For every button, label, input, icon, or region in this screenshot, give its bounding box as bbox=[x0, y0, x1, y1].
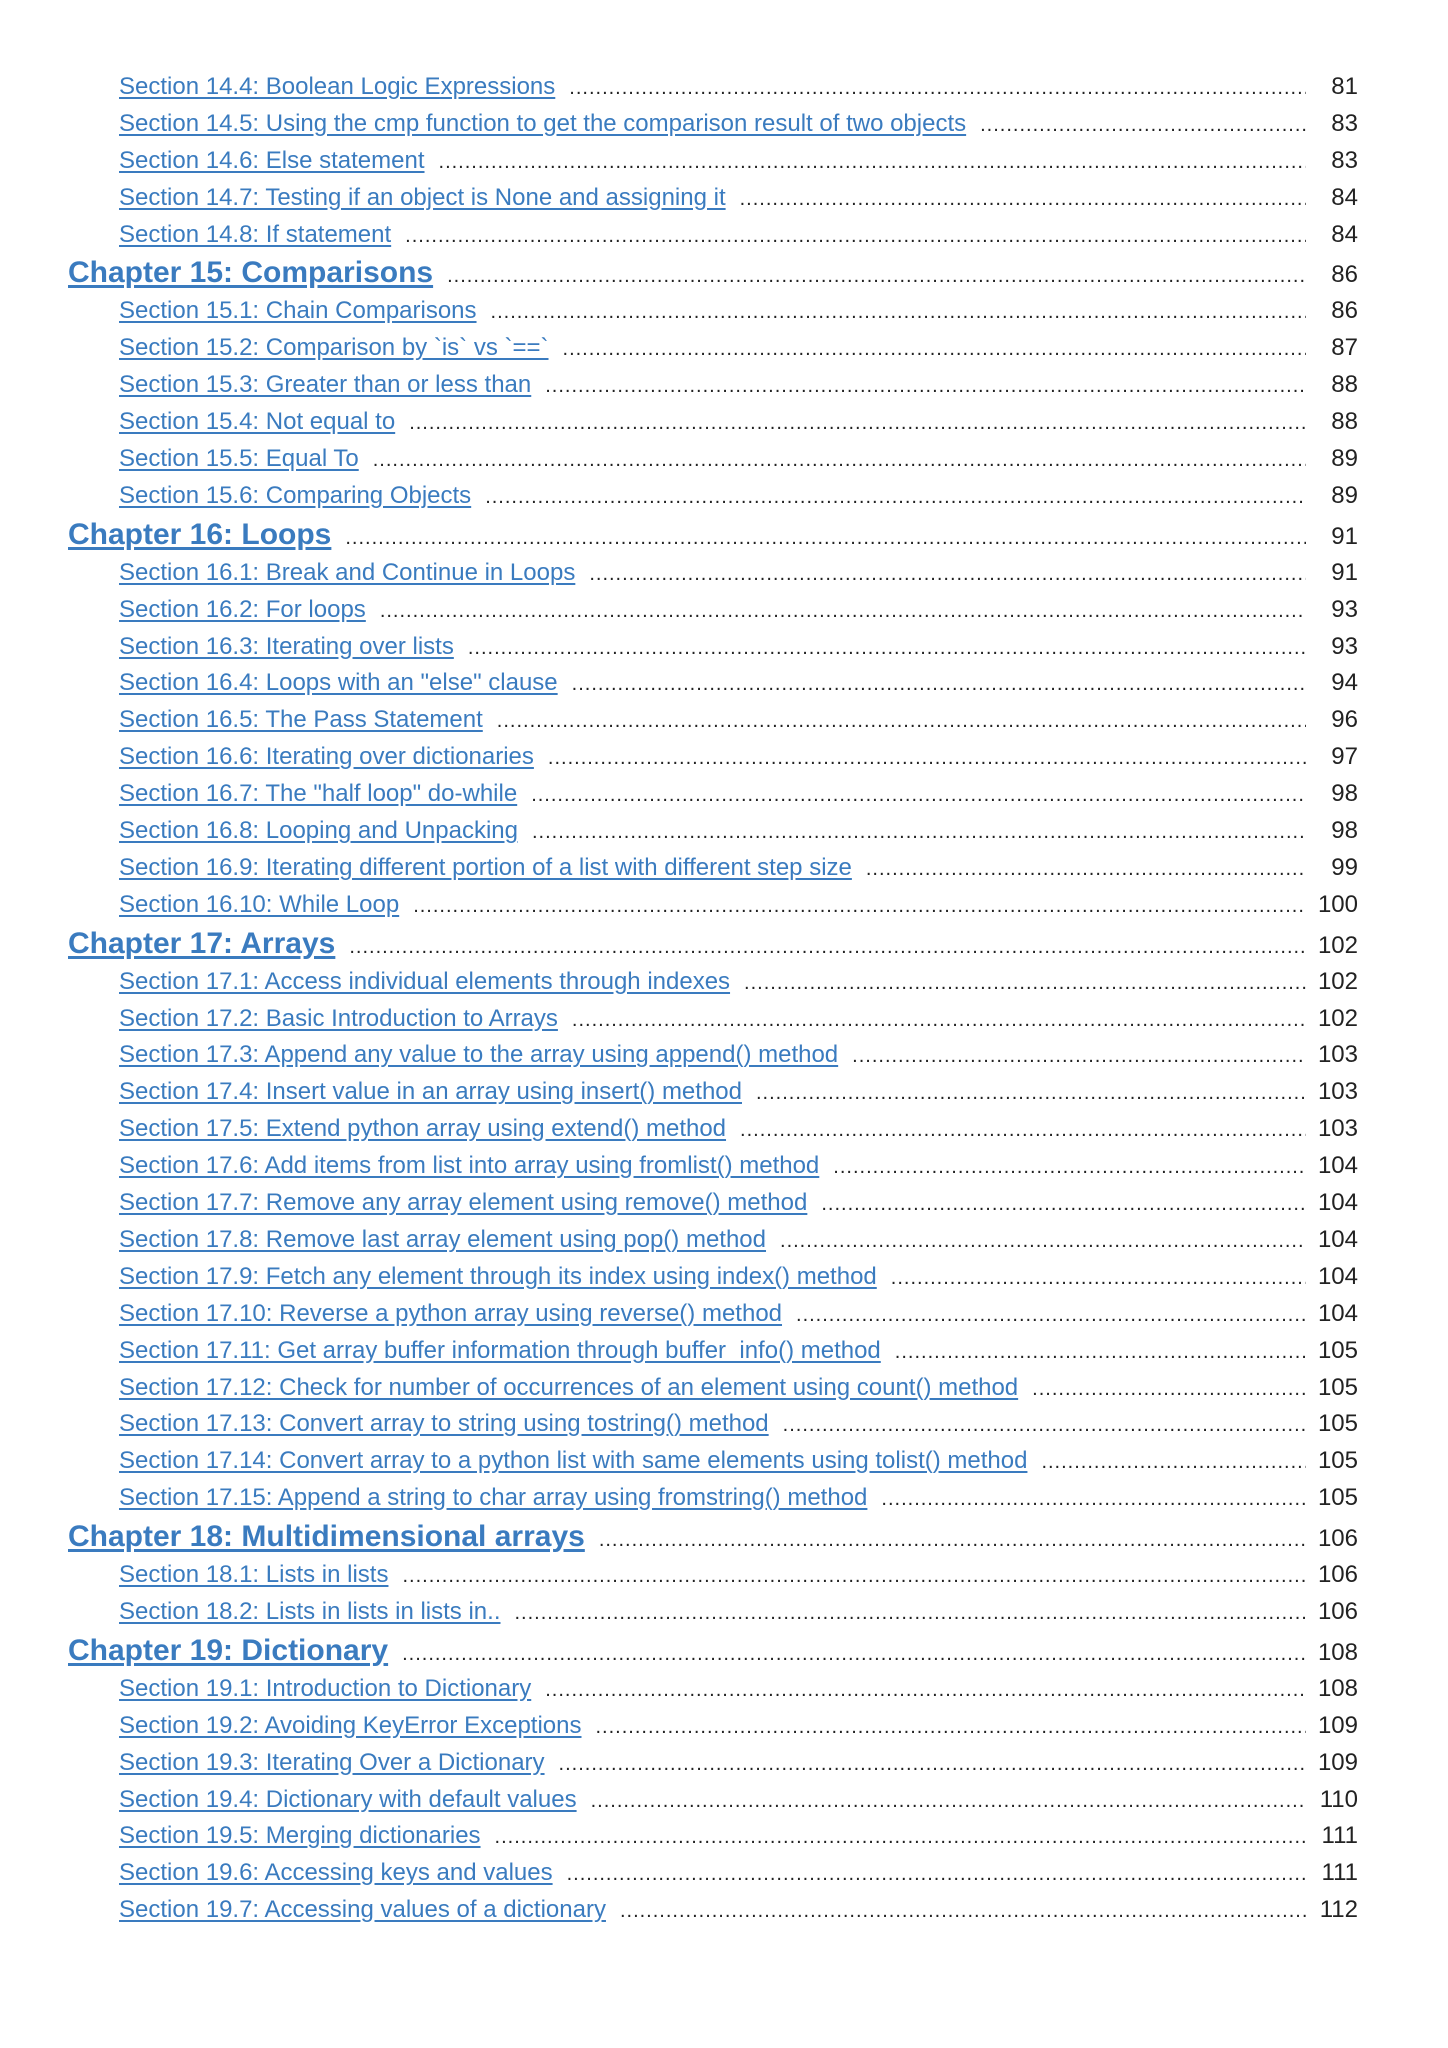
dot-leader bbox=[545, 368, 1306, 405]
dot-leader bbox=[373, 442, 1306, 479]
page-number: 100 bbox=[1317, 890, 1358, 918]
page-number: 103 bbox=[1317, 1078, 1358, 1106]
dot-leader bbox=[409, 405, 1306, 442]
dot-leader bbox=[532, 814, 1306, 851]
toc-section-entry[interactable] bbox=[68, 1892, 1358, 1929]
page-number: 109 bbox=[1317, 1711, 1358, 1739]
toc-section-entry[interactable] bbox=[68, 1745, 1358, 1782]
dot-leader bbox=[349, 927, 1306, 967]
page-number: 102 bbox=[1317, 931, 1358, 959]
section-title-link[interactable]: Section 17.10: Reverse a python array using reverse() method bbox=[119, 1299, 783, 1327]
section-title-link[interactable]: Section 17.2: Basic Introduction to Arrays bbox=[119, 1004, 558, 1032]
page-number: 102 bbox=[1317, 967, 1358, 995]
toc-section-entry[interactable] bbox=[68, 964, 1358, 1001]
page-number: 103 bbox=[1317, 1115, 1358, 1143]
page-number: 104 bbox=[1317, 1299, 1358, 1327]
toc-section-entry[interactable] bbox=[68, 1708, 1358, 1745]
section-title-link[interactable]: Section 17.14: Convert array to a python list with same elements using tolist() method bbox=[119, 1447, 1028, 1475]
page-number: 105 bbox=[1317, 1447, 1358, 1475]
page-number: 81 bbox=[1331, 73, 1358, 100]
section-title-link[interactable]: Section 17.5: Extend python array using extend() method bbox=[119, 1115, 727, 1143]
section-title-link[interactable]: Section 17.13: Convert array to string using tostring() method bbox=[119, 1410, 769, 1438]
page-number: 93 bbox=[1331, 595, 1358, 623]
dot-leader bbox=[1032, 1371, 1306, 1408]
page-number: 111 bbox=[1321, 1822, 1358, 1850]
dot-leader bbox=[572, 1002, 1306, 1039]
dot-leader bbox=[468, 630, 1306, 667]
toc-section-entry[interactable] bbox=[68, 69, 1358, 106]
table-of-contents bbox=[68, 69, 1358, 1929]
dot-leader bbox=[599, 1520, 1306, 1560]
section-title-link[interactable]: Section 16.2: For loops bbox=[119, 595, 366, 623]
dot-leader bbox=[572, 666, 1306, 703]
page-number: 83 bbox=[1331, 146, 1358, 174]
page-number: 102 bbox=[1317, 1004, 1358, 1032]
toc-section-entry[interactable] bbox=[68, 293, 1358, 330]
section-title-link[interactable]: Section 14.8: If statement bbox=[119, 220, 392, 248]
page-number: 112 bbox=[1319, 1896, 1358, 1924]
dot-leader bbox=[821, 1186, 1306, 1223]
section-title-link[interactable]: Section 19.2: Avoiding KeyError Exceptions bbox=[119, 1711, 582, 1739]
toc-section-entry[interactable] bbox=[68, 1480, 1358, 1517]
section-title-link[interactable]: Section 14.7: Testing if an object is None and assigning it bbox=[119, 183, 726, 211]
dot-leader bbox=[413, 888, 1306, 925]
dot-leader bbox=[402, 1558, 1306, 1595]
section-title-link[interactable]: Section 18.1: Lists in lists bbox=[119, 1561, 389, 1589]
dot-leader bbox=[980, 107, 1306, 144]
section-title-link[interactable]: Section 14.6: Else statement bbox=[119, 146, 425, 174]
toc-section-entry[interactable] bbox=[68, 1333, 1358, 1370]
section-title-link[interactable]: Section 16.10: While Loop bbox=[119, 890, 400, 918]
dot-leader bbox=[567, 1856, 1306, 1893]
dot-leader bbox=[895, 1334, 1306, 1371]
page-number: 105 bbox=[1317, 1484, 1358, 1512]
page-number: 104 bbox=[1317, 1152, 1358, 1180]
dot-leader bbox=[740, 181, 1306, 218]
toc-section-entry[interactable] bbox=[68, 1406, 1358, 1443]
dot-leader bbox=[569, 70, 1306, 107]
toc-section-entry[interactable] bbox=[68, 1557, 1358, 1594]
dot-leader bbox=[495, 1819, 1306, 1856]
page-number: 83 bbox=[1331, 109, 1358, 137]
section-title-link[interactable]: Section 19.5: Merging dictionaries bbox=[119, 1822, 481, 1850]
dot-leader bbox=[402, 1634, 1306, 1674]
page-number: 111 bbox=[1321, 1859, 1358, 1887]
toc-section-entry[interactable] bbox=[68, 1185, 1358, 1222]
page-number: 93 bbox=[1331, 632, 1358, 660]
dot-leader bbox=[756, 1075, 1306, 1112]
toc-section-entry[interactable] bbox=[68, 1074, 1358, 1111]
dot-leader bbox=[796, 1297, 1306, 1334]
toc-section-entry[interactable] bbox=[68, 850, 1358, 887]
dot-leader bbox=[345, 518, 1306, 558]
section-title-link[interactable]: Section 16.4: Loops with an "else" clause bbox=[119, 669, 558, 697]
section-title-link[interactable]: Section 17.3: Append any value to the array using append() method bbox=[119, 1041, 839, 1069]
page-number: 105 bbox=[1317, 1373, 1358, 1401]
toc-section-entry[interactable] bbox=[68, 555, 1358, 592]
toc-chapter-entry[interactable] bbox=[68, 253, 1358, 293]
page-number: 108 bbox=[1317, 1638, 1358, 1666]
dot-leader bbox=[497, 703, 1306, 740]
section-title-link[interactable]: Section 17.1: Access individual elements through indexes bbox=[119, 967, 731, 995]
section-title-link[interactable]: Section 16.5: The Pass Statement bbox=[119, 706, 483, 734]
section-title-link[interactable]: Section 18.2: Lists in lists in lists in.. bbox=[119, 1597, 501, 1625]
toc-section-entry[interactable] bbox=[68, 1370, 1358, 1407]
toc-section-entry[interactable] bbox=[68, 592, 1358, 629]
page-number: 105 bbox=[1317, 1410, 1358, 1438]
dot-leader bbox=[1041, 1444, 1306, 1481]
toc-section-entry[interactable] bbox=[68, 887, 1358, 924]
dot-leader bbox=[620, 1893, 1306, 1930]
page-number: 104 bbox=[1317, 1262, 1358, 1290]
page-number: 84 bbox=[1331, 220, 1358, 248]
toc-section-entry[interactable] bbox=[68, 143, 1358, 180]
toc-section-entry[interactable] bbox=[68, 1111, 1358, 1148]
section-title-link[interactable]: Section 16.6: Iterating over dictionaries bbox=[119, 743, 534, 771]
dot-leader bbox=[881, 1481, 1306, 1518]
dot-leader bbox=[559, 1746, 1306, 1783]
section-title-link[interactable]: Section 16.3: Iterating over lists bbox=[119, 632, 454, 660]
section-title-link[interactable]: Section 17.9: Fetch any element through its index using index() method bbox=[119, 1262, 877, 1290]
page-number: 105 bbox=[1317, 1336, 1358, 1364]
toc-section-entry[interactable] bbox=[68, 1855, 1358, 1892]
page-number: 96 bbox=[1331, 706, 1358, 734]
page-number: 88 bbox=[1331, 408, 1358, 436]
toc-section-entry[interactable] bbox=[68, 441, 1358, 478]
page-number: 103 bbox=[1317, 1041, 1358, 1069]
dot-leader bbox=[591, 1783, 1306, 1820]
toc-section-entry[interactable] bbox=[68, 1148, 1358, 1185]
page-number: 104 bbox=[1317, 1225, 1358, 1253]
dot-leader bbox=[589, 556, 1306, 593]
page-number: 84 bbox=[1331, 183, 1358, 211]
toc-section-entry[interactable] bbox=[68, 1671, 1358, 1708]
page-number: 98 bbox=[1331, 817, 1358, 845]
dot-leader bbox=[491, 294, 1306, 331]
section-title-link[interactable]: Section 19.7: Accessing values of a dictionary bbox=[119, 1896, 606, 1924]
toc-section-entry[interactable] bbox=[68, 776, 1358, 813]
page-number: 98 bbox=[1331, 780, 1358, 808]
dot-leader bbox=[531, 777, 1306, 814]
page-number: 106 bbox=[1317, 1597, 1358, 1625]
dot-leader bbox=[866, 851, 1306, 888]
toc-section-entry[interactable] bbox=[68, 1259, 1358, 1296]
dot-leader bbox=[783, 1407, 1306, 1444]
section-title-link[interactable]: Section 17.7: Remove any array element using remove() method bbox=[119, 1189, 808, 1217]
page-number: 104 bbox=[1317, 1189, 1358, 1217]
toc-section-entry[interactable] bbox=[68, 478, 1358, 515]
toc-section-entry[interactable] bbox=[68, 702, 1358, 739]
chapter-title-link[interactable]: Chapter 18: Multidimensional arrays bbox=[68, 1520, 585, 1554]
toc-section-entry[interactable] bbox=[68, 665, 1358, 702]
toc-chapter-entry[interactable] bbox=[68, 1631, 1358, 1671]
page-number: 106 bbox=[1317, 1561, 1358, 1589]
section-title-link[interactable]: Section 15.4: Not equal to bbox=[119, 408, 396, 436]
toc-chapter-entry[interactable] bbox=[68, 515, 1358, 555]
page-number: 106 bbox=[1317, 1525, 1358, 1553]
dot-leader bbox=[780, 1223, 1306, 1260]
section-title-link[interactable]: Section 14.5: Using the cmp function to get the comparison result of two objects bbox=[119, 109, 967, 137]
section-title-link[interactable]: Section 15.5: Equal To bbox=[119, 445, 359, 473]
section-title-link[interactable]: Section 19.3: Iterating Over a Dictionary bbox=[119, 1748, 545, 1776]
dot-leader bbox=[596, 1709, 1307, 1746]
toc-section-entry[interactable] bbox=[68, 1222, 1358, 1259]
page-number: 87 bbox=[1331, 334, 1358, 362]
dot-leader bbox=[744, 965, 1306, 1002]
page-number: 94 bbox=[1331, 669, 1358, 697]
toc-section-entry[interactable] bbox=[68, 1037, 1358, 1074]
chapter-title-link[interactable]: Chapter 17: Arrays bbox=[68, 926, 336, 960]
section-title-link[interactable]: Section 15.1: Chain Comparisons bbox=[119, 297, 477, 325]
dot-leader bbox=[380, 593, 1306, 630]
section-title-link[interactable]: Section 19.6: Accessing keys and values bbox=[119, 1859, 553, 1887]
section-title-link[interactable]: Section 17.11: Get array buffer information through buffer_info() method bbox=[119, 1336, 881, 1364]
page-number: 88 bbox=[1331, 371, 1358, 399]
page-number: 89 bbox=[1331, 445, 1358, 473]
section-title-link[interactable]: Section 17.12: Check for number of occurrences of an element using count() method bbox=[119, 1373, 1019, 1401]
section-title-link[interactable]: Section 16.1: Break and Continue in Loops bbox=[119, 558, 576, 586]
toc-section-entry[interactable] bbox=[68, 1296, 1358, 1333]
toc-section-entry[interactable] bbox=[68, 180, 1358, 217]
dot-leader bbox=[740, 1112, 1306, 1149]
chapter-title-link[interactable]: Chapter 16: Loops bbox=[68, 517, 332, 551]
section-title-link[interactable]: Section 16.9: Iterating different portion of a list with different step size bbox=[119, 853, 852, 881]
page-number: 97 bbox=[1331, 743, 1358, 771]
page-number: 89 bbox=[1331, 481, 1358, 509]
dot-leader bbox=[891, 1260, 1306, 1297]
section-title-link[interactable]: Section 15.2: Comparison by `is` vs `==` bbox=[119, 334, 549, 362]
dot-leader bbox=[515, 1595, 1307, 1632]
page-number: 91 bbox=[1331, 558, 1358, 586]
page-number: 109 bbox=[1317, 1748, 1358, 1776]
chapter-title-link[interactable]: Chapter 15: Comparisons bbox=[68, 256, 434, 290]
section-title-link[interactable]: Section 15.6: Comparing Objects bbox=[119, 481, 472, 509]
section-title-link[interactable]: Section 16.8: Looping and Unpacking bbox=[119, 817, 518, 845]
toc-section-entry[interactable] bbox=[68, 1594, 1358, 1631]
toc-section-entry[interactable] bbox=[68, 1001, 1358, 1038]
page-number: 99 bbox=[1331, 853, 1358, 881]
toc-section-entry[interactable] bbox=[68, 1782, 1358, 1819]
dot-leader bbox=[545, 1672, 1306, 1709]
toc-section-entry[interactable] bbox=[68, 813, 1358, 850]
section-title-link[interactable]: Section 16.7: The "half loop" do-while bbox=[119, 780, 518, 808]
section-title-link[interactable]: Section 15.3: Greater than or less than bbox=[119, 371, 532, 399]
section-title-link[interactable]: Section 14.4: Boolean Logic Expressions bbox=[119, 73, 556, 100]
dot-leader bbox=[447, 256, 1306, 296]
toc-chapter-entry[interactable] bbox=[68, 1517, 1358, 1557]
toc-section-entry[interactable] bbox=[68, 106, 1358, 143]
toc-section-entry[interactable] bbox=[68, 629, 1358, 666]
section-title-link[interactable]: Section 17.4: Insert value in an array using insert() method bbox=[119, 1078, 742, 1106]
page-number: 91 bbox=[1331, 522, 1358, 550]
toc-section-entry[interactable] bbox=[68, 739, 1358, 776]
dot-leader bbox=[563, 331, 1306, 368]
page-number: 86 bbox=[1331, 297, 1358, 325]
section-title-link[interactable]: Section 19.1: Introduction to Dictionary bbox=[119, 1674, 532, 1702]
section-title-link[interactable]: Section 17.6: Add items from list into array using fromlist() method bbox=[119, 1152, 820, 1180]
dot-leader bbox=[852, 1038, 1306, 1075]
toc-section-entry[interactable] bbox=[68, 367, 1358, 404]
toc-section-entry[interactable] bbox=[68, 1818, 1358, 1855]
toc-chapter-entry[interactable] bbox=[68, 924, 1358, 964]
section-title-link[interactable]: Section 19.4: Dictionary with default values bbox=[119, 1785, 577, 1813]
toc-section-entry[interactable] bbox=[68, 404, 1358, 441]
page-number: 86 bbox=[1331, 261, 1358, 289]
dot-leader bbox=[439, 144, 1306, 181]
section-title-link[interactable]: Section 17.15: Append a string to char array using fromstring() method bbox=[119, 1484, 868, 1512]
toc-section-entry[interactable] bbox=[68, 330, 1358, 367]
page-number: 108 bbox=[1317, 1674, 1358, 1702]
section-title-link[interactable]: Section 17.8: Remove last array element using pop() method bbox=[119, 1225, 767, 1253]
dot-leader bbox=[548, 740, 1306, 777]
toc-section-entry[interactable] bbox=[68, 217, 1358, 254]
chapter-title-link[interactable]: Chapter 19: Dictionary bbox=[68, 1633, 389, 1667]
dot-leader bbox=[485, 479, 1306, 516]
toc-section-entry[interactable] bbox=[68, 1443, 1358, 1480]
dot-leader bbox=[833, 1149, 1306, 1186]
page-number: 110 bbox=[1319, 1785, 1358, 1813]
dot-leader bbox=[405, 218, 1306, 255]
